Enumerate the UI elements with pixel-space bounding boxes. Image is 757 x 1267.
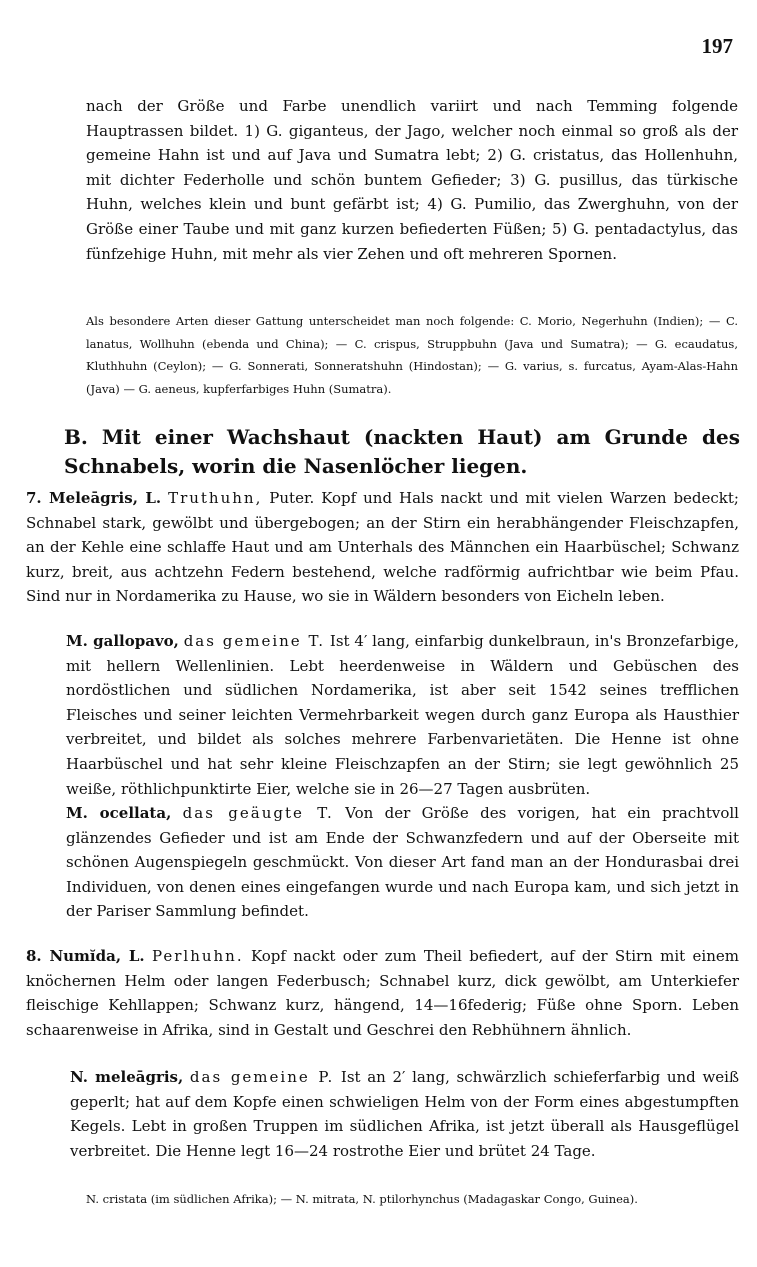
genus-description: Puter. Kopf und Hals nackt und mit vielen Warzen bedeckt; Schnabel stark, gewölbt und übergebogen; an der Stirn ein herabhängender Fleischzapfen, an der Kehle eine schlaffe Haut und am Unterhals des Männchen ein Haarbüschel; Schwanz kurz, breit, aus achtzehn Federn bestehend, welche radförmig aufrichtbar wie beim Pfau. Sind nur in Nordamerika zu Hause, wo sie in Wäldern besonders von Eicheln leben. bbox=[26, 489, 739, 606]
genus-description: Kopf nackt oder zum Theil befiedert, auf der Stirn mit einem knöchernen Helm oder langen Federbusch; Schnabel kurz, dick gewölbt, am Unterkiefer fleischige Kehllappen; Schwanz kurz, hängend, 14—16federig; Füße ohne Sporn. Leben schaarenweise in Afrika, sind in Gestalt und Geschrei den Rebhühnern ähnlich. bbox=[26, 947, 739, 1039]
species-common-name: das gemeine P. bbox=[189, 1068, 335, 1086]
note-numida: N. cristata (im südlichen Afrika); — N. mitrata, N. ptilorhynchus (Madagaskar Congo, Guinea). bbox=[86, 1192, 638, 1206]
intro-paragraph: nach der Größe und Farbe unendlich variirt und nach Temming folgende Hauptrassen bildet. 1) G. giganteus, der Jago, welcher noch einmal so groß als der gemeine Hahn ist und auf Java und Sumatra lebt; 2) G. cristatus, das Hollenhuhn, mit dichter Federholle und schön buntem Gefieder; 3) G. pusillus, das türkische Huhn, welches klein und bunt gefärbt ist; 4) G. Pumilio, das Zwerghuhn, von der Größe einer Taube und mit ganz kurzen befiederten Füßen; 5) G. pentadactylus, das fünfzehige Huhn, mit mehr als vier Zehen und oft mehreren Spornen. bbox=[86, 97, 738, 263]
species-description: Von der Größe des vorigen, hat ein prachtvoll glänzendes Gefieder und ist am Ende der Schwanzfedern und auf der Oberseite mit schönen Augenspiegeln geschmückt. Von dieser Art fand man an der Hondurasbai drei Individuen, von denen eines eingefangen wurde und nach Europa kam, und sich jetzt in der Pariser Sammlung befindet. bbox=[66, 804, 739, 921]
species-description: Ist 4′ lang, einfarbig dunkelbraun, in's Bronzefarbige, mit hellern Wellenlinien. Lebt heerdenweise in Wäldern und Gebüschen des nordöstlichen und südlichen Nordamerika, ist aber seit 1542 seines trefflichen Fleisches und seiner leichten Vermehrbarkeit wegen durch ganz Europa als Hausthier verbreitet, und bildet als solches mehrere Farbenvarietäten. Die Henne ist ohne Haarbüschel und hat sehr kleine Fleischzapfen an der Stirn; sie legt gewöhnlich 25 weiße, röthlichpunktirte Eier, welche sie in 26—27 Tagen ausbrüten. bbox=[66, 632, 739, 798]
page-number: 197 bbox=[701, 34, 733, 58]
section-heading bbox=[64, 423, 740, 481]
genus-label: 8. Numĭda, L. bbox=[26, 947, 145, 965]
species-numida-meleagris-entry bbox=[70, 1065, 739, 1163]
genus-common-name: Truthuhn, bbox=[168, 489, 263, 507]
species-label: M. gallopavo, bbox=[66, 632, 179, 650]
genus-common-name: Perlhuhn. bbox=[151, 947, 244, 965]
species-common-name: das geäugte T. bbox=[182, 804, 334, 822]
section-letter: B. bbox=[64, 425, 88, 449]
genus-label: 7. Meleāgris, L. bbox=[26, 489, 162, 507]
species-label: N. meleāgris, bbox=[70, 1068, 184, 1086]
species-ocellata-entry bbox=[66, 801, 739, 924]
section-heading-text: Mit einer Wachshaut (nackten Haut) am Grunde des Schnabels, worin die Nasenlöcher liegen. bbox=[64, 425, 740, 478]
species-gallopavo-entry bbox=[66, 629, 739, 801]
species-common-name: das gemeine T. bbox=[183, 632, 326, 650]
note-other-species: Als besondere Arten dieser Gattung unterscheidet man noch folgende: C. Morio, Negerhuhn (Indien); — C. lanatus, Wollhuhn (ebenda und China); — C. crispus, Struppbuhn (Java und Sumatra); — G. ecaudatus, Kluthhuhn (Ceylon); — G. Sonnerati, Sonneratshuhn (Hindostan); — G. varius, s. furcatus, Ayam-Alas-Hahn (Java) — G. aeneus, kupferfarbiges Huhn (Sumatra). bbox=[86, 314, 738, 396]
species-description: Ist an 2′ lang, schwärzlich schieferfarbig und weiß geperlt; hat auf dem Kopfe einen schwieligen Helm von der Form eines abgestumpften Kegels. Lebt in großen Truppen im südlichen Afrika, ist jetzt überall als Hausgeflügel verbreitet. Die Henne legt 16—24 rostrothe Eier und brütet 24 Tage. bbox=[70, 1068, 739, 1160]
species-label: M. ocellata, bbox=[66, 804, 172, 822]
genus-meleagris-entry bbox=[26, 486, 739, 609]
genus-numida-entry bbox=[26, 944, 739, 1042]
